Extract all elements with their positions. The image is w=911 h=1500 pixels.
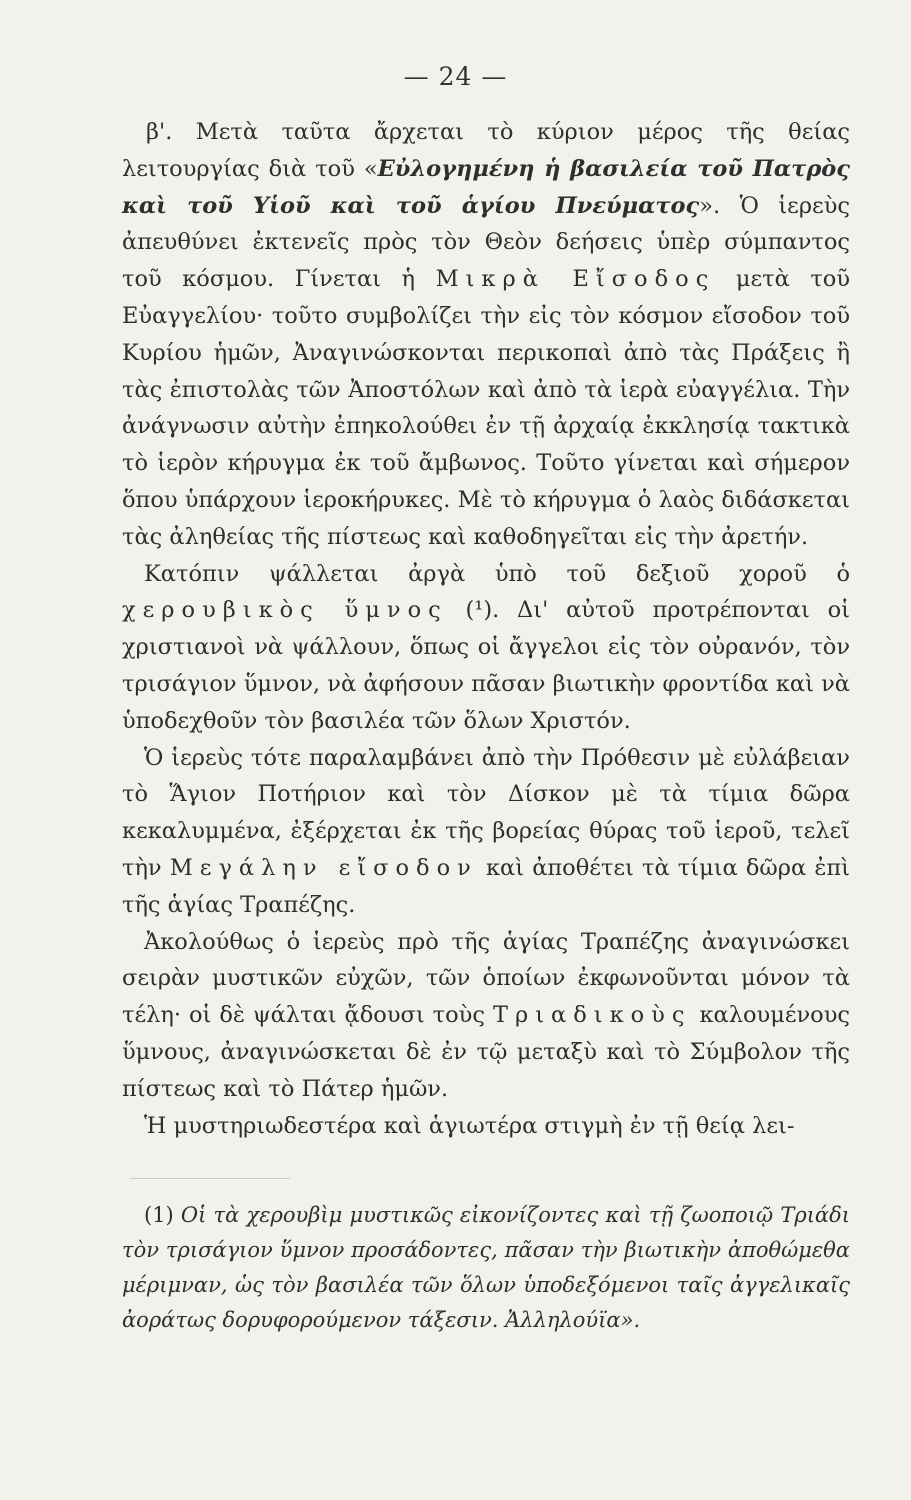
paragraph-4-text-a: Ἀκολούθως ὁ ἱερεὺς πρὸ τῆς ἁγίας Τραπέζης ἀναγινώσκει σειρὰν μυστικῶν εὐχῶν, τῶν ὁποίων ἐκφωνοῦνται μόνον τὰ τέλη· οἱ δὲ ψάλται ᾄδουσι τοὺς: [122, 928, 850, 1029]
paragraph-3: [122, 740, 850, 924]
liturgy-opening-quote: Εὐλογημένη ἡ βασιλεία τοῦ Πατρὸς καὶ τοῦ Υἱοῦ καὶ τοῦ ἁγίου Πνεύματος: [122, 155, 850, 219]
footnote: [122, 1198, 850, 1338]
footnote-paragraph: [122, 1198, 850, 1338]
paragraph-1: [122, 114, 850, 556]
footnote-divider: [130, 1178, 290, 1179]
paragraph-4-text-c: καλουμένους ὕμνους, ἀναγινώσκεται δὲ ἐν τῷ μεταξὺ καὶ τὸ Σύμβολον τῆς πίστεως καὶ τὸ Πάτερ ἡμῶν.: [122, 1002, 850, 1102]
paragraph-3-text-c: καὶ ἀποθέτει τὰ τίμια δῶρα ἐπὶ τῆς ἁγίας Τραπέζης.: [122, 854, 851, 918]
paragraph-1-text-e: μετὰ τοῦ Εὐαγγελίου· τοῦτο συμβολίζει τὴν εἰς τὸν κόσμον εἴσοδον τοῦ Κυρίου ἡμῶν, Ἀναγινώσκονται περικοπαὶ ἀπὸ τὰς Πράξεις ἢ τὰς ἐπιστολὰς τῶν Ἀποστόλων καὶ ἀπὸ τὰ ἱερὰ εὐαγγέλια. Τὴν ἀνάγνωσιν αὐτὴν ἐπηκολούθει ἐν τῇ ἀρχαίᾳ ἐκκλησίᾳ τακτικὰ τὸ ἱερὸν κήρυγμα ἐκ τοῦ ἄμβωνος. Τοῦτο γίνεται καὶ σήμερον ὅπου ὑπάρχουν ἱεροκήρυκες. Μὲ τὸ κήρυγμα ὁ λαὸς διδάσκεται τὰς ἀληθείας τῆς πίστεως καὶ καθοδηγεῖται εἰς τὴν ἀρετήν.: [122, 266, 851, 550]
paragraph-4: [122, 924, 850, 1108]
paragraph-3-text-a: Ὁ ἱερεὺς τότε παραλαμβάνει ἀπὸ τὴν Πρόθεσιν μὲ εὐλάβειαν τὸ Ἅγιον Ποτήριον καὶ τὸν Δίσκον μὲ τὰ τίμια δῶρα κεκαλυμμένα, ἐξέρχεται ἐκ τῆς βορείας θύρας τοῦ ἱεροῦ, τελεῖ τὴν: [122, 744, 850, 881]
paragraph-2: [122, 556, 850, 740]
footnote-text: Οἱ τὰ χερουβὶμ μυστικῶς εἰκονίζοντες καὶ τῇ ζωοποιῷ Τριάδι τὸν τρισάγιον ὕμνον προσάδοντες, πᾶσαν τὴν βιωτικὴν ἀποθώμεθα μέριμναν, ὡς τὸν βασιλέα τῶν ὅλων ὑποδεξόμενοι ταῖς ἀγγελικαῖς ἀοράτως δορυφορούμενον τάξεσιν. Ἀλληλούϊα».: [122, 1203, 850, 1332]
paragraph-2-text-a: Κατόπιν ψάλλεται ἀργὰ ὑπὸ τοῦ δεξιοῦ χοροῦ ὁ: [144, 560, 850, 587]
paragraph-1-text-c: ». Ὁ ἱερεὺς ἀπευθύνει ἐκτενεῖς πρὸς τὸν Θεὸν δεήσεις ὑπὲρ σύμπαντος τοῦ κόσμου. Γίνεται ἡ: [122, 192, 850, 293]
main-text: [122, 114, 850, 1144]
paragraph-5: Ἡ μυστηριωδεστέρα καὶ ἁγιωτέρα στιγμὴ ἐν τῇ θείᾳ λει-: [144, 1112, 795, 1139]
page-number: — 24 —: [403, 62, 508, 91]
term-small-entrance: Μικρὰ Εἴσοδος: [435, 266, 716, 293]
term-great-entrance: Μεγάλην εἴσοδον: [169, 854, 478, 881]
term-triadikous: Τριαδικοὺς: [492, 1002, 692, 1029]
paragraph-2-text-c: (¹). Δι' αὐτοῦ προτρέπονται οἱ χριστιανοὶ νὰ ψάλλουν, ὅπως οἱ ἄγγελοι εἰς τὸν οὐρανόν, τὸν τρισάγιον ὕμνον, νὰ ἀφήσουν πᾶσαν βιωτικὴν φροντίδα καὶ νὰ ὑποδεχθοῦν τὸν βασιλέα τῶν ὅλων Χριστόν.: [122, 597, 850, 734]
paragraph-1-text-a: β'. Μετὰ ταῦτα ἄρχεται τὸ κύριον μέρος τῆς θείας λειτουργίας διὰ τοῦ «: [122, 119, 850, 182]
term-cherubic-hymn: χερουβικὸς ὕμνος: [122, 597, 448, 624]
footnote-marker: (1): [144, 1203, 174, 1227]
